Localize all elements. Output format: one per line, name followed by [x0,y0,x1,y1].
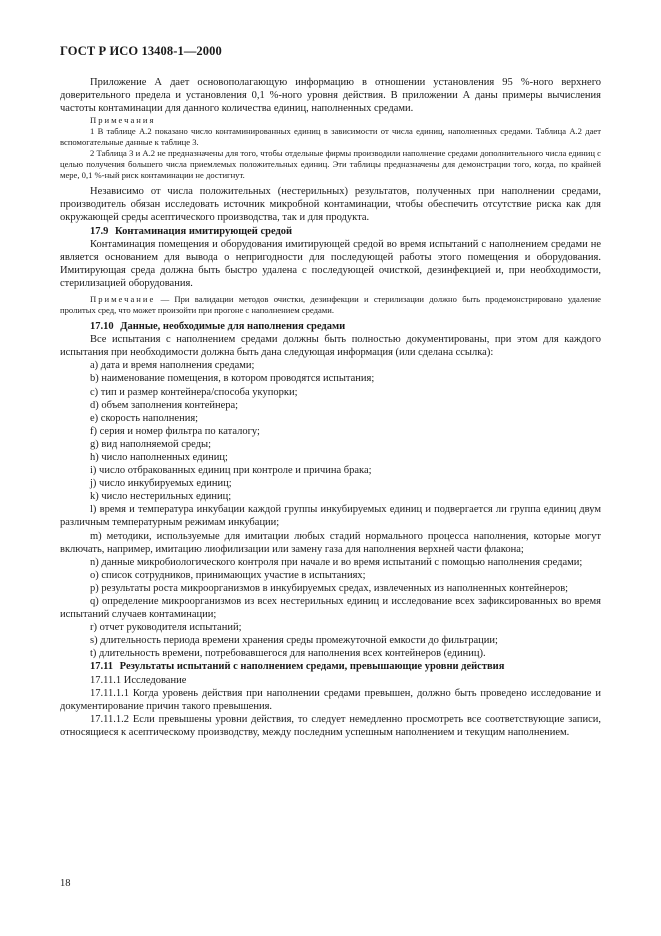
section-number: 17.10 [90,321,114,333]
list-item: i) число отбракованных единиц при контроле и причина брака; [90,465,372,477]
section-17-10-heading [60,320,601,333]
list-item: d) объем заполнения контейнера; [90,399,239,411]
section-title: Результаты испытаний с наполнением средами, превышающие уровни действия [119,661,505,673]
section-title: Контаминация имитирующей средой [115,225,293,237]
section-number: 17.11 [90,661,114,673]
section-17-10-text: Все испытания с наполнением средами должны быть полностью документированы, при этом для каждого испытания при необходимости должна быть дана следующая информация (или сделана ссылка): [60,334,601,359]
list-item: q) определение микроорганизмов из всех нестерильных единиц и исследование всех зафиксированных во время испытаний случаев контаминации; [60,596,601,621]
section-title: Данные, необходимые для наполнения средами [120,321,346,333]
section-17-9-text: Контаминация помещения и оборудования имитирующей средой во время испытаний с наполнением средами не является основанием для вывода о непригодности для последующей работы этого помещения и оборудования. Имитирующая среда должна быть быстро удалена с последующей очисткой, дезинфекцией и, при необходимости, стерилизацией оборудования. [60,238,601,289]
list-item: n) данные микробиологического контроля при начале и во время испытаний с помощью наполнения средами; [90,556,583,568]
list-item: b) наименование помещения, в котором проводятся испытания; [90,373,375,385]
list-item: t) длительность времени, потребовавшегося для наполнения всех контейнеров (единиц). [90,648,486,660]
list-item: m) методики, используемые для имитации любых стадий нормального процесса наполнения, которые могут включать, например, имитацию лиофилизации или замену газа для наполнения верхней части флакона; [60,530,601,555]
list-item: p) результаты роста микроорганизмов в инкубируемых средах, извлеченных из наполненных контейнеров; [90,582,569,594]
subsection-17-11-1: 17.11.1 Исследование [90,674,187,686]
list-item: o) список сотрудников, принимающих участие в испытаниях; [90,569,366,581]
notes-block [60,115,601,181]
list-item: k) число нестерильных единиц; [90,491,232,503]
section-17-11-heading [60,660,601,673]
list-item: s) длительность периода времени хранения среды промежуточной емкости до фильтрации; [90,635,498,647]
note-item-1: 1 В таблице А.2 показано число контаминированных единиц в зависимости от числа единиц, наполненных средами. Таблица А.2 дает вспомогательные данные к таблице 3. [60,126,601,148]
section-number: 17.9 [90,225,109,237]
list-item: h) число наполненных единиц; [90,451,228,463]
document-header: ГОСТ Р ИСО 13408-1—2000 [60,44,222,58]
list-item: r) отчет руководителя испытаний; [90,622,242,634]
info-list [60,359,601,660]
list-item: g) вид наполняемой среды; [90,438,212,450]
list-item: a) дата и время наполнения средами; [90,360,255,372]
subsection-17-11-1-1: 17.11.1.1 Когда уровень действия при наполнении средами превышен, должно быть проведено исследование и документирование причин такого превышения. [60,687,601,712]
notes-title: Примечания [90,115,156,126]
list-item: c) тип и размер контейнера/способа укупорки; [90,386,298,398]
list-item: f) серия и номер фильтра по каталогу; [90,425,260,437]
list-item: e) скорость наполнения; [90,412,199,424]
intro-paragraph: Приложение А дает основополагающую информацию в отношении установления 95 %-ного верхнего доверительного предела и установления 0,1 %-ного уровня действия. В приложении А даны примеры вычисления частоты контаминации для данного количества единиц, наполненных средами. [60,77,601,115]
section-17-9-heading [60,225,601,238]
note-item-2: 2 Таблица 3 и А.2 не предназначены для того, чтобы отдельные фирмы производили наполнение средами дополнительного числа единиц с целью получения большего числа приемлемых положительных единиц. Эти таблицы предназначены для демонстрации того, когда, по крайней мере, 0,1 %-ный риск контаминации не достигнут. [60,148,601,181]
list-item: j) число инкубируемых единиц; [90,478,232,490]
document-body [60,76,601,739]
section-17-9-note [60,294,601,316]
note-text: — При валидации методов очистки, дезинфекции и стерилизации должно быть продемонстрировано удаление пролитых сред, что может произойти при прогоне с наполнением средами. [60,294,601,316]
subsection-17-11-1-2: 17.11.1.2 Если превышены уровни действия, то следует немедленно просмотреть все соответствующие записи, относящиеся к асептическому производству, между последним успешным наполнением и текущим наполнением. [60,713,601,738]
nonsterile-paragraph: Независимо от числа положительных (нестерильных) результатов, полученных при наполнении средами, производитель обязан исследовать источник микробной контаминации, чтобы обеспечить отсутствие риска как для окружающей среды асептического производства, так и для продукта. [60,186,601,224]
note-label: Примечание [90,294,156,305]
page-number: 18 [60,878,71,889]
list-item: l) время и температура инкубации каждой группы инкубируемых единиц и подвергается ли группа единиц двум различным температурным режимам инкубации; [60,504,601,529]
